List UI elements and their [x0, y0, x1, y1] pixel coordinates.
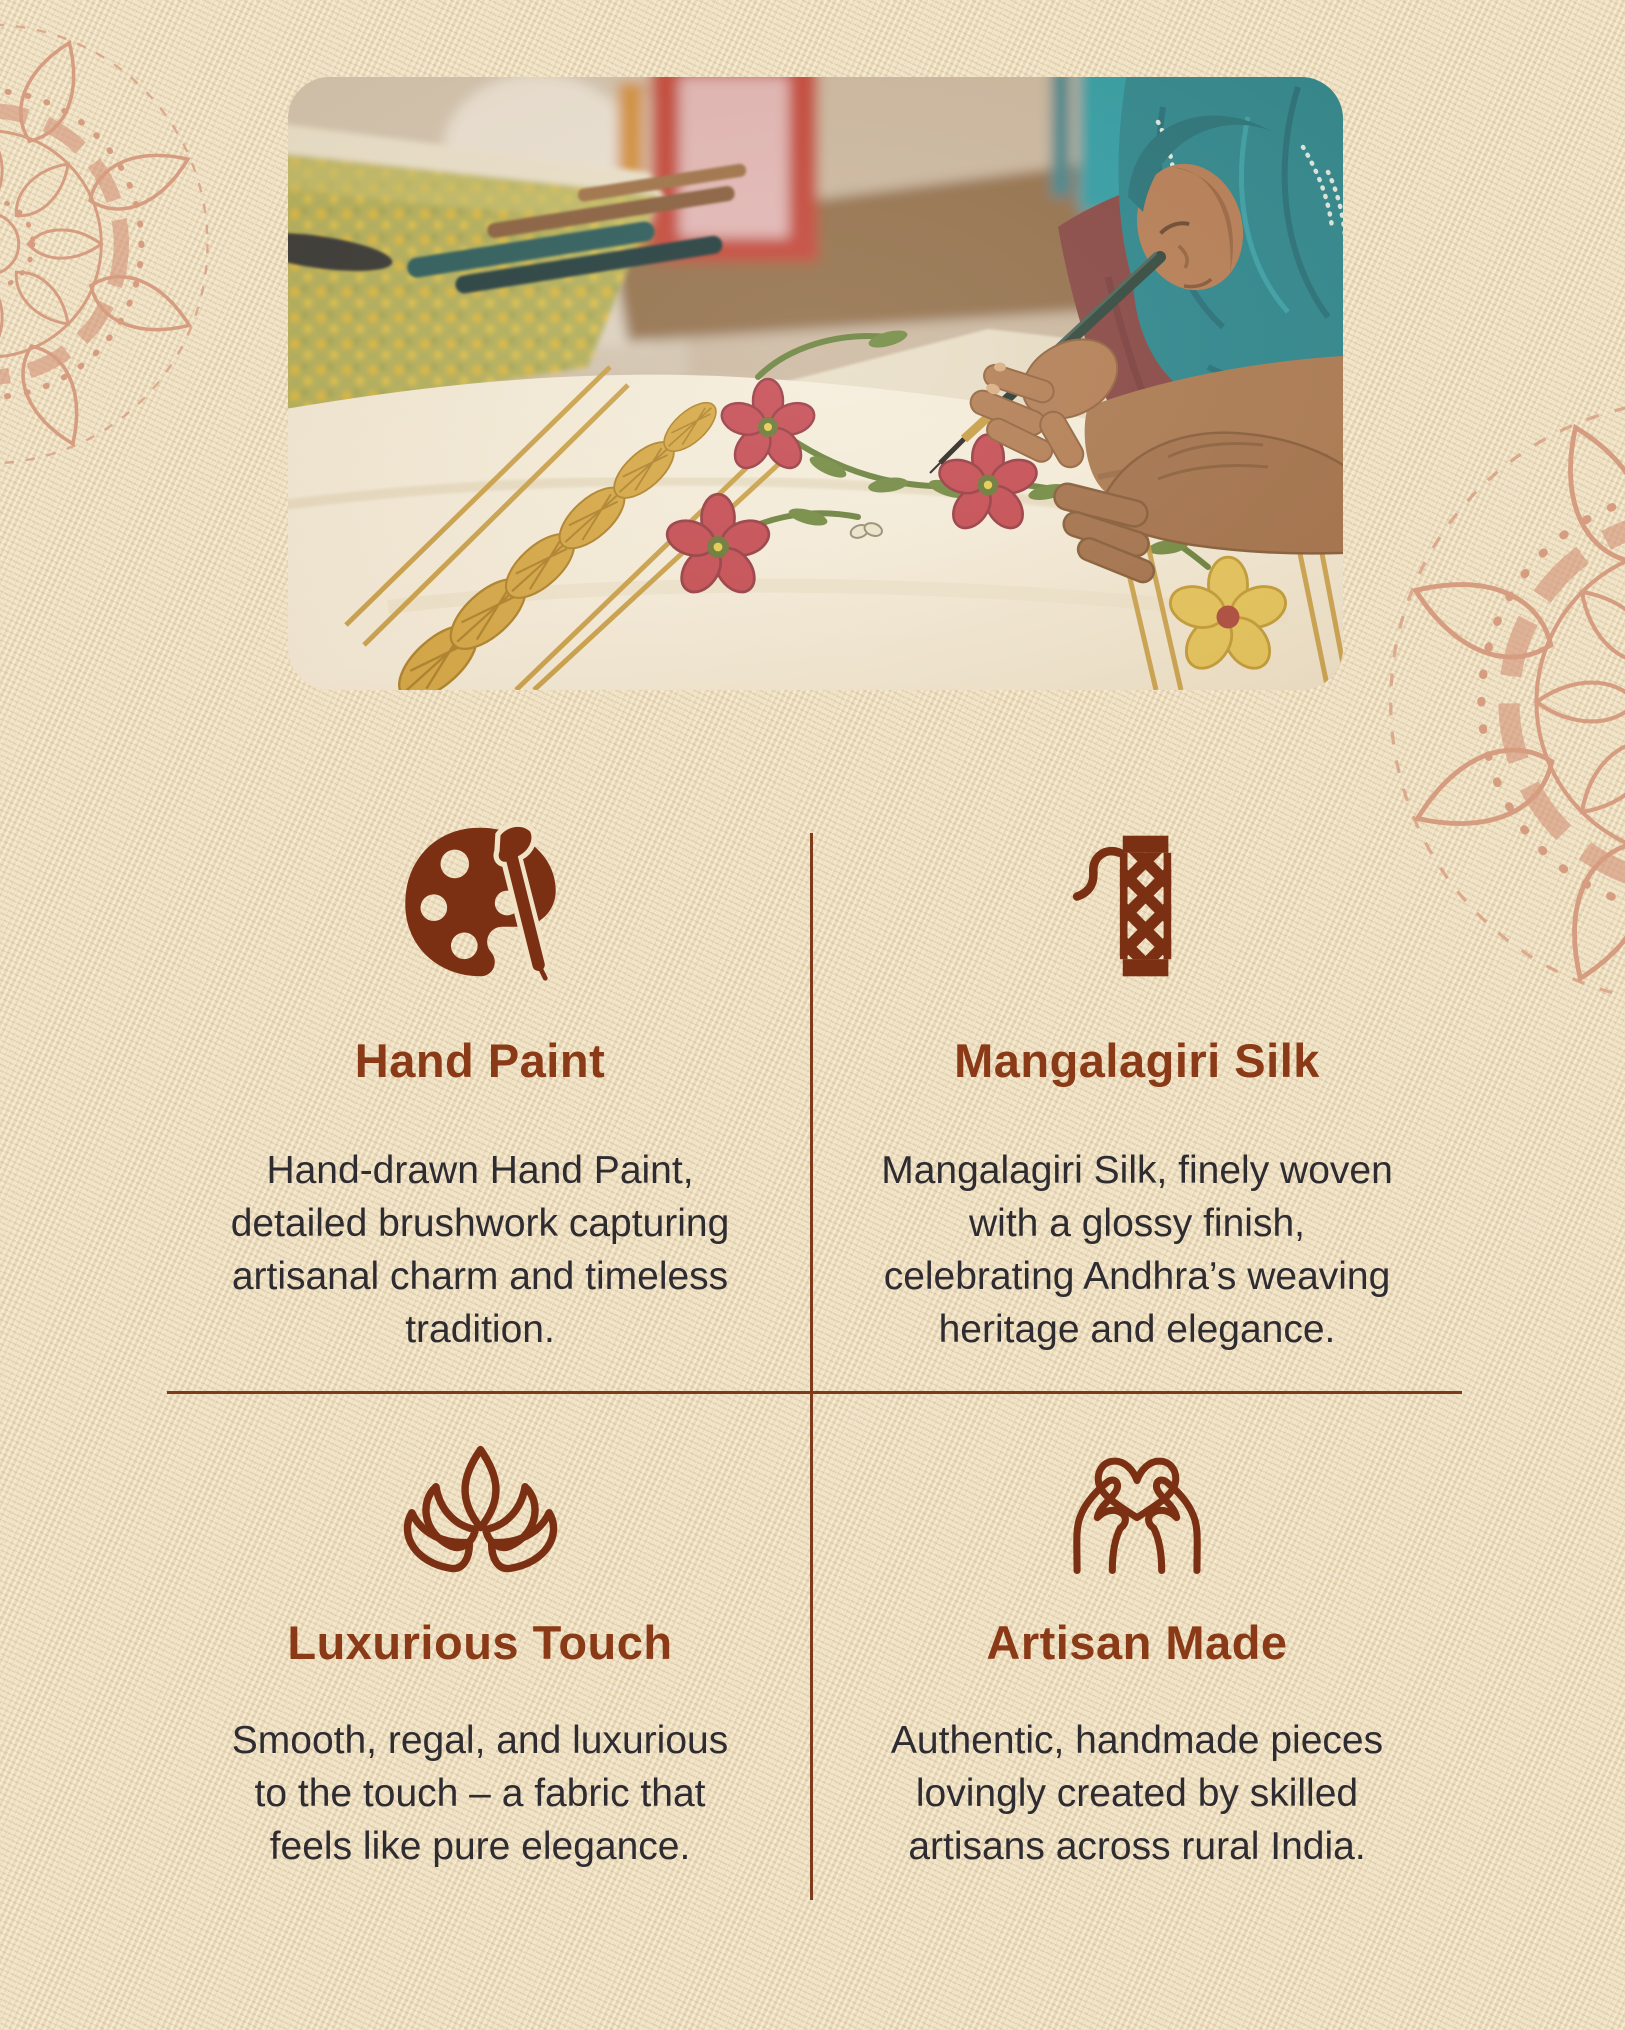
feature-cell-hand-paint: [150, 818, 810, 1356]
feature-description-line: Mangalagiri Silk, finely woven: [881, 1149, 1393, 1193]
feature-title: Luxurious Touch: [287, 1616, 673, 1669]
feature-title: Artisan Made: [986, 1616, 1288, 1669]
feature-description: [807, 1144, 1467, 1356]
feature-description-line: artisanal charm and timeless: [231, 1255, 729, 1299]
feature-description-line: Hand-drawn Hand Paint,: [266, 1149, 694, 1193]
hero-photo: [288, 77, 1343, 690]
feature-description: [807, 1714, 1467, 1873]
feature-description-line: Authentic, handmade pieces: [890, 1719, 1384, 1763]
feature-cell-luxurious-touch: [150, 1440, 810, 1873]
mandala-decoration-top-left-icon: [0, 8, 224, 480]
palette-brush-icon: [150, 818, 810, 982]
feature-description-line: artisans across rural India.: [908, 1825, 1366, 1869]
feature-description-line: tradition.: [405, 1308, 555, 1352]
feature-description-line: Smooth, regal, and luxurious: [231, 1719, 729, 1763]
feature-description-line: celebrating Andhra’s weaving: [883, 1255, 1391, 1299]
feature-title: Hand Paint: [354, 1034, 606, 1087]
feature-description-line: to the touch – a fabric that: [254, 1772, 706, 1816]
feature-description: [150, 1714, 810, 1873]
feature-description: [150, 1144, 810, 1356]
hands-heart-icon: [807, 1440, 1467, 1574]
thread-spool-icon: [807, 818, 1467, 982]
feature-description-line: lovingly created by skilled: [915, 1772, 1359, 1816]
feature-description-line: detailed brushwork capturing: [230, 1202, 730, 1246]
feature-description-line: with a glossy finish,: [969, 1202, 1305, 1246]
feature-description-line: feels like pure elegance.: [269, 1825, 691, 1869]
hero-photo-illustration: [288, 77, 1343, 690]
lotus-icon: [150, 1440, 810, 1574]
horizontal-divider: [167, 1391, 1462, 1394]
feature-cell-mangalagiri-silk: [807, 818, 1467, 1356]
feature-title: Mangalagiri Silk: [954, 1034, 1320, 1087]
feature-cell-artisan-made: [807, 1440, 1467, 1873]
feature-description-line: heritage and elegance.: [938, 1308, 1336, 1352]
photo-warm-overlay: [288, 77, 1343, 690]
